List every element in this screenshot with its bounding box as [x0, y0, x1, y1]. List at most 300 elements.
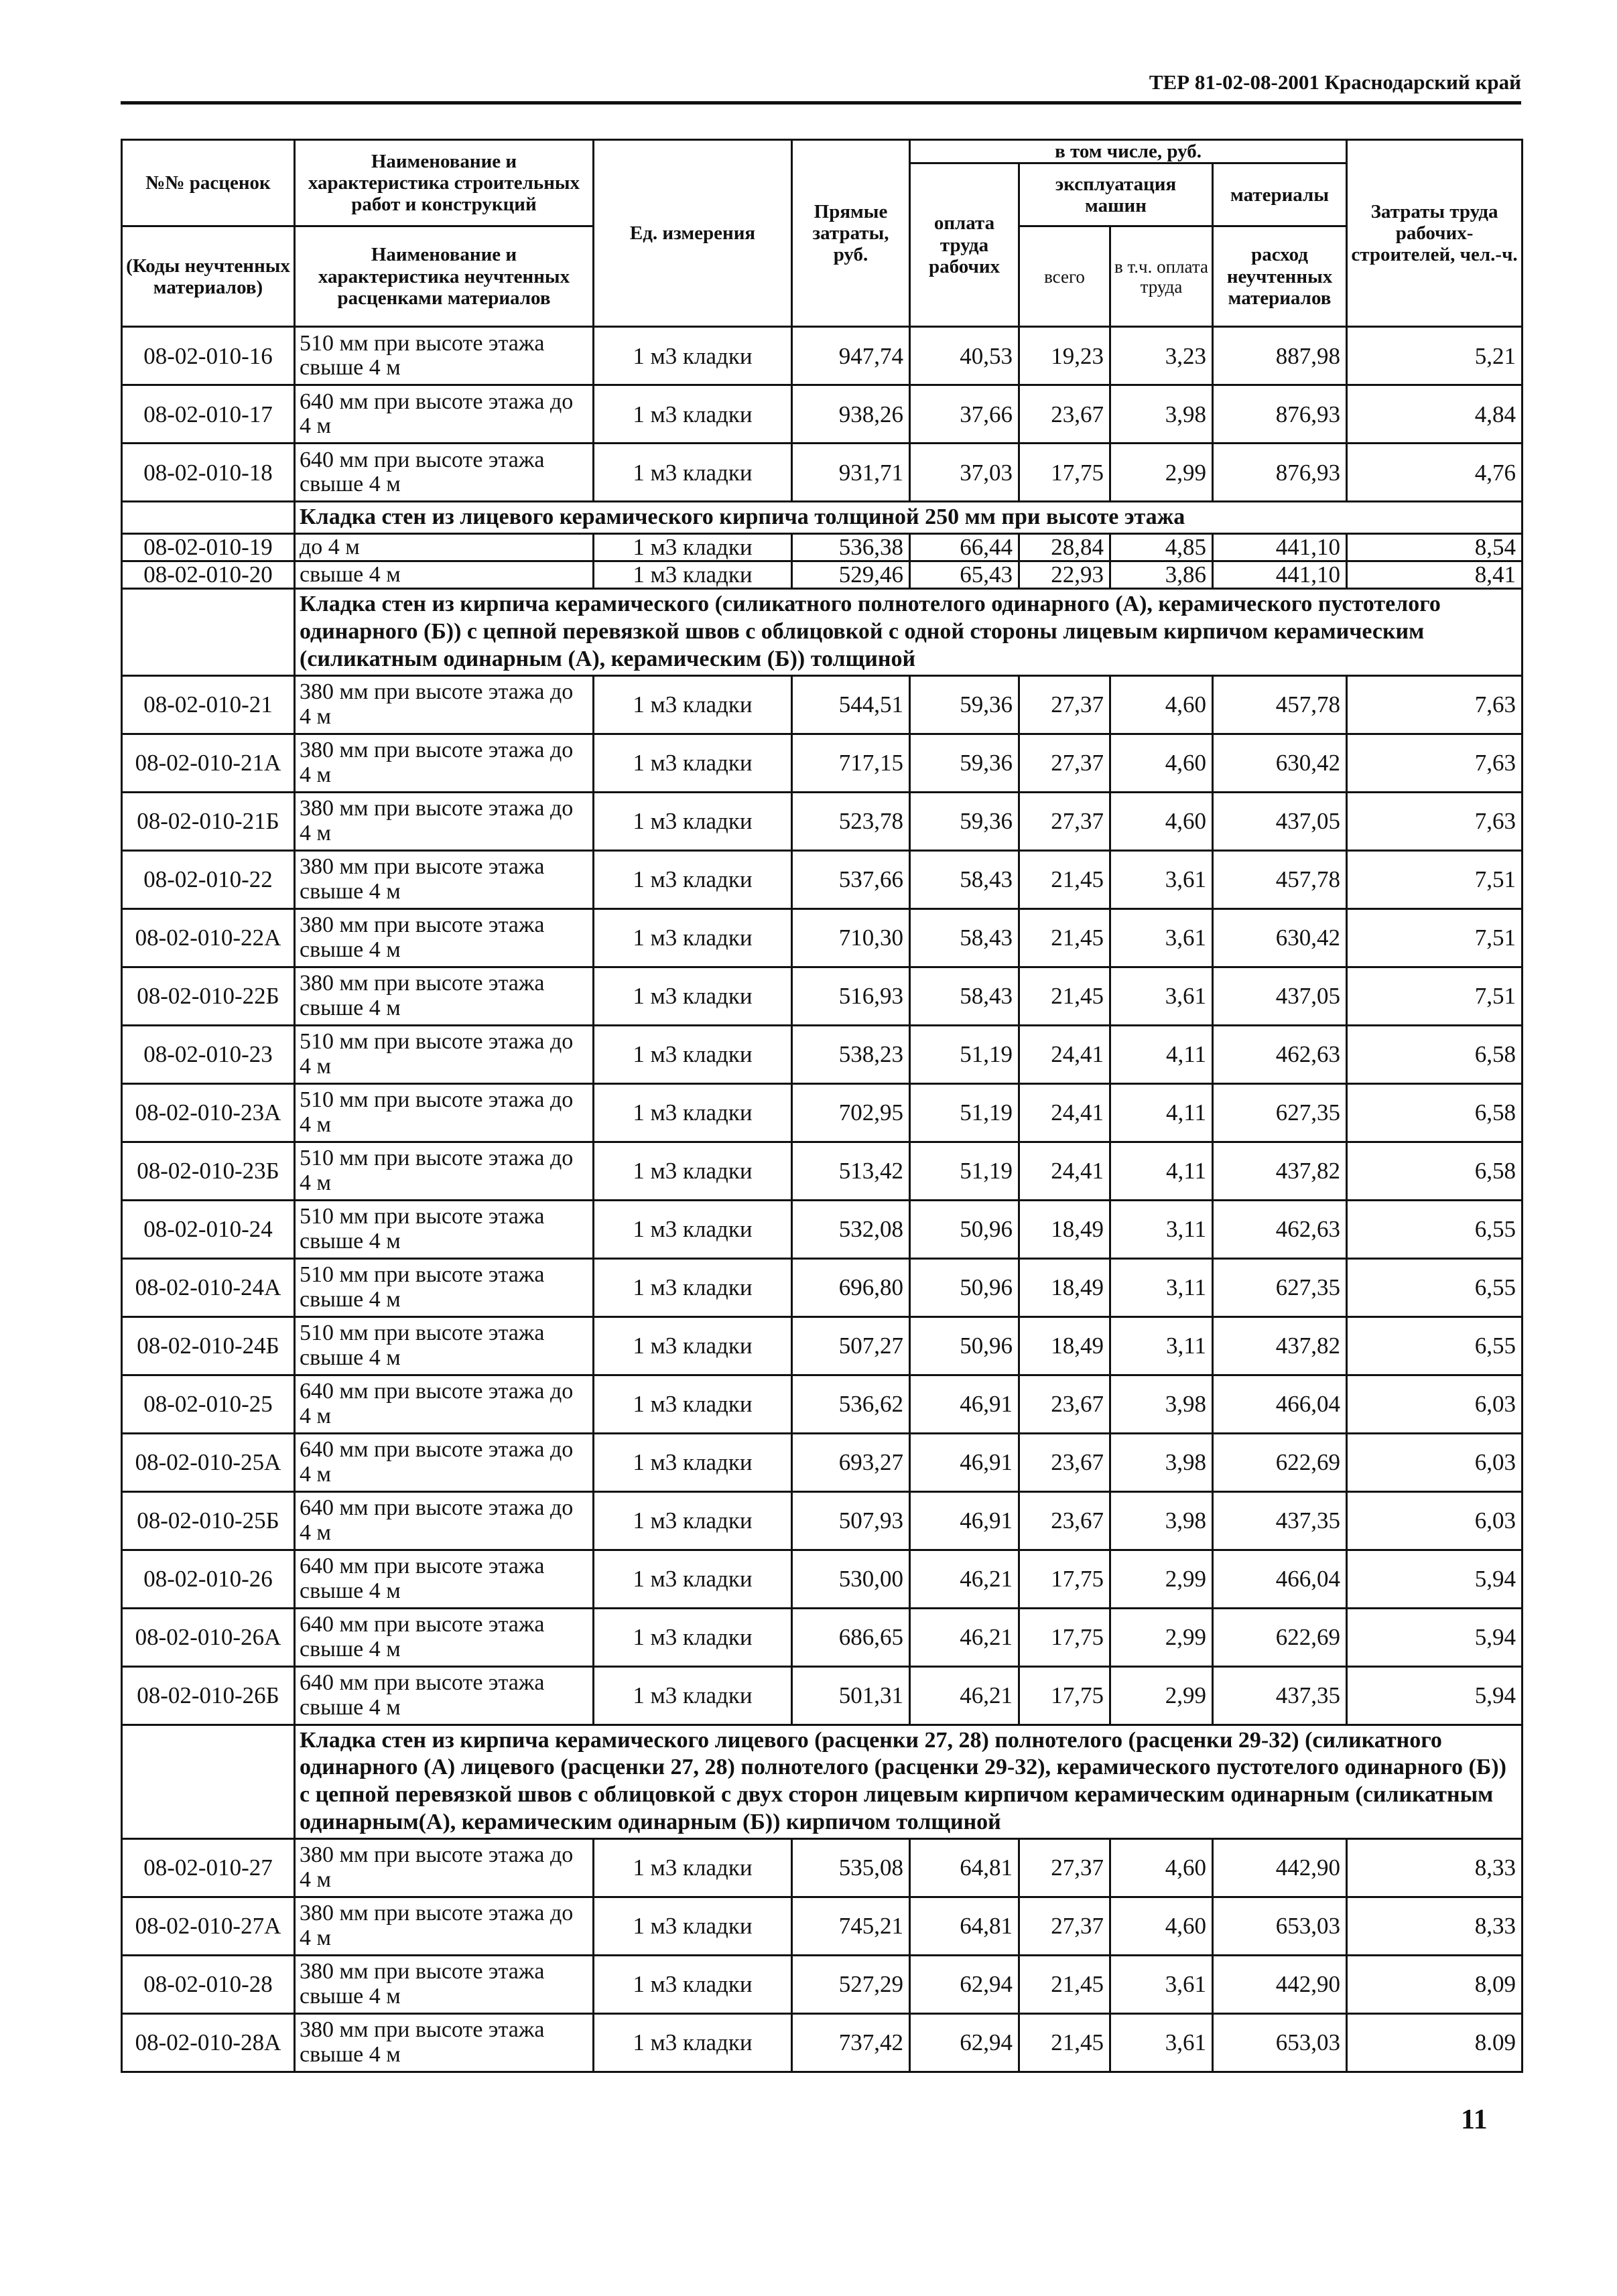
machine-cost: 18,49 [1019, 1200, 1110, 1258]
table-row [122, 1025, 1523, 1083]
unit-cell: 1 м3 кладки [594, 327, 792, 385]
labor-cost: 6,03 [1347, 1375, 1523, 1433]
direct-cost: 737,42 [792, 2013, 910, 2072]
direct-cost: 507,93 [792, 1491, 910, 1550]
work-name: 380 мм при высоте этажа до 4 м [295, 1897, 594, 1955]
machine-cost: 19,23 [1019, 327, 1110, 385]
col-mach-total-header: всего [1019, 226, 1110, 327]
labor-cost: 6,55 [1347, 1258, 1523, 1316]
section-title: Кладка стен из лицевого керамического кирпича толщиной 250 мм при высоте этажа [295, 502, 1523, 534]
materials-cost: 876,93 [1213, 385, 1347, 444]
rate-code: 08-02-010-22Б [122, 967, 295, 1025]
machine-wage-cost: 3,98 [1110, 1375, 1213, 1433]
table-row [122, 561, 1523, 589]
table-row [122, 1838, 1523, 1897]
materials-cost: 437,05 [1213, 792, 1347, 850]
wage-cost: 46,91 [910, 1375, 1019, 1433]
table-row [122, 734, 1523, 792]
wage-cost: 37,66 [910, 385, 1019, 444]
rate-code: 08-02-010-24А [122, 1258, 295, 1316]
table-row [122, 1608, 1523, 1666]
wage-cost: 37,03 [910, 444, 1019, 502]
work-name: 640 мм при высоте этажа свыше 4 м [295, 1550, 594, 1608]
machine-wage-cost: 3,98 [1110, 385, 1213, 444]
rate-code: 08-02-010-21Б [122, 792, 295, 850]
wage-cost: 65,43 [910, 561, 1019, 589]
materials-cost: 442,90 [1213, 1838, 1347, 1897]
header-title: ТЕР 81-02-08-2001 Краснодарский край [1149, 70, 1521, 94]
materials-cost: 457,78 [1213, 675, 1347, 734]
table-row [122, 327, 1523, 385]
machine-cost: 23,67 [1019, 1433, 1110, 1491]
materials-cost: 466,04 [1213, 1550, 1347, 1608]
wage-cost: 46,21 [910, 1608, 1019, 1666]
col-unit-header: Ед. измерения [594, 140, 792, 327]
machine-cost: 23,67 [1019, 1375, 1110, 1433]
work-name: до 4 м [295, 534, 594, 561]
direct-cost: 501,31 [792, 1666, 910, 1725]
unit-cell: 1 м3 кладки [594, 1142, 792, 1200]
labor-cost: 8,33 [1347, 1897, 1523, 1955]
wage-cost: 50,96 [910, 1258, 1019, 1316]
direct-cost: 516,93 [792, 967, 910, 1025]
rate-code: 08-02-010-19 [122, 534, 295, 561]
direct-cost: 947,74 [792, 327, 910, 385]
labor-cost: 7,51 [1347, 908, 1523, 967]
materials-cost: 457,78 [1213, 850, 1347, 908]
labor-cost: 6,55 [1347, 1200, 1523, 1258]
section-code-cell [122, 589, 295, 675]
work-name: 380 мм при высоте этажа свыше 4 м [295, 2013, 594, 2072]
work-name: 380 мм при высоте этажа свыше 4 м [295, 967, 594, 1025]
direct-cost: 536,38 [792, 534, 910, 561]
machine-wage-cost: 3,98 [1110, 1433, 1213, 1491]
labor-cost: 7,51 [1347, 850, 1523, 908]
materials-cost: 442,90 [1213, 1955, 1347, 2013]
materials-cost: 887,98 [1213, 327, 1347, 385]
rate-code: 08-02-010-26А [122, 1608, 295, 1666]
machine-cost: 21,45 [1019, 967, 1110, 1025]
materials-header: материалы [1213, 163, 1347, 226]
rate-code: 08-02-010-16 [122, 327, 295, 385]
table-row [122, 1666, 1523, 1725]
machine-wage-cost: 2,99 [1110, 1550, 1213, 1608]
machine-wage-cost: 4,60 [1110, 1897, 1213, 1955]
work-name: 380 мм при высоте этажа до 4 м [295, 734, 594, 792]
col-name-header: Наименование и характеристика строительных работ и конструкций [295, 140, 594, 226]
unit-cell: 1 м3 кладки [594, 1200, 792, 1258]
materials-cost: 437,35 [1213, 1491, 1347, 1550]
materials-cost: 622,69 [1213, 1608, 1347, 1666]
unit-cell: 1 м3 кладки [594, 1608, 792, 1666]
wage-cost: 58,43 [910, 967, 1019, 1025]
direct-cost: 544,51 [792, 675, 910, 734]
labor-cost: 8.09 [1347, 2013, 1523, 2072]
machine-wage-cost: 2,99 [1110, 1608, 1213, 1666]
direct-cost: 931,71 [792, 444, 910, 502]
materials-cost: 437,05 [1213, 967, 1347, 1025]
machine-cost: 18,49 [1019, 1316, 1110, 1375]
work-name: 510 мм при высоте этажа свыше 4 м [295, 1200, 594, 1258]
unit-cell: 1 м3 кладки [594, 1491, 792, 1550]
direct-cost: 535,08 [792, 1838, 910, 1897]
labor-cost: 4,76 [1347, 444, 1523, 502]
unit-cell: 1 м3 кладки [594, 385, 792, 444]
col-mat-unacc-header: расход неучтенных материалов [1213, 226, 1347, 327]
section-code-cell [122, 1725, 295, 1838]
unit-cell: 1 м3 кладки [594, 1316, 792, 1375]
machine-cost: 24,41 [1019, 1142, 1110, 1200]
rate-code: 08-02-010-24 [122, 1200, 295, 1258]
wage-cost: 46,91 [910, 1433, 1019, 1491]
machine-cost: 18,49 [1019, 1258, 1110, 1316]
rate-code: 08-02-010-24Б [122, 1316, 295, 1375]
work-name: 510 мм при высоте этажа свыше 4 м [295, 327, 594, 385]
materials-cost: 441,10 [1213, 534, 1347, 561]
machine-wage-cost: 4,60 [1110, 734, 1213, 792]
direct-cost: 513,42 [792, 1142, 910, 1200]
machine-cost: 22,93 [1019, 561, 1110, 589]
machine-cost: 23,67 [1019, 385, 1110, 444]
machine-cost: 27,37 [1019, 675, 1110, 734]
direct-cost: 532,08 [792, 1200, 910, 1258]
unit-cell: 1 м3 кладки [594, 967, 792, 1025]
materials-cost: 441,10 [1213, 561, 1347, 589]
table-row [122, 2013, 1523, 2072]
machines-header: эксплуатация машин [1019, 163, 1213, 226]
work-name: 510 мм при высоте этажа до 4 м [295, 1025, 594, 1083]
section-code-cell [122, 502, 295, 534]
machine-wage-cost: 4,60 [1110, 792, 1213, 850]
machine-cost: 27,37 [1019, 792, 1110, 850]
materials-cost: 653,03 [1213, 2013, 1347, 2072]
wage-cost: 51,19 [910, 1025, 1019, 1083]
table-row [122, 1433, 1523, 1491]
section-title: Кладка стен из кирпича керамического лицевого (расценки 27, 28) полнотелого (расценки 29-32) (силикатного одинарного (А) лицевого (расценки 27, 28) полнотелого (расценки 29-32), керамического пустотелого одинарного (Б)) с цепной перевязкой швов с облицовкой с двух сторон лицевым кирпичом керамическим одинарным (силикатным одинарным(А), керамическим одинарным (Б)) кирпичом толщиной [295, 1725, 1523, 1838]
wage-cost: 66,44 [910, 534, 1019, 561]
unit-cell: 1 м3 кладки [594, 444, 792, 502]
labor-cost: 7,51 [1347, 967, 1523, 1025]
table-row [122, 385, 1523, 444]
work-name: 640 мм при высоте этажа до 4 м [295, 1375, 594, 1433]
materials-cost: 627,35 [1213, 1258, 1347, 1316]
wage-cost: 51,19 [910, 1083, 1019, 1142]
machine-wage-cost: 4,60 [1110, 1838, 1213, 1897]
machine-cost: 21,45 [1019, 908, 1110, 967]
materials-cost: 437,35 [1213, 1666, 1347, 1725]
materials-cost: 466,04 [1213, 1375, 1347, 1433]
rate-code: 08-02-010-22А [122, 908, 295, 967]
wage-cost: 62,94 [910, 2013, 1019, 2072]
table-row [122, 675, 1523, 734]
table-row [122, 1491, 1523, 1550]
machine-wage-cost: 3,86 [1110, 561, 1213, 589]
machine-wage-cost: 3,11 [1110, 1258, 1213, 1316]
work-name: свыше 4 м [295, 561, 594, 589]
machine-wage-cost: 2,99 [1110, 444, 1213, 502]
rate-code: 08-02-010-27А [122, 1897, 295, 1955]
col-labor-header: Затраты труда рабочих-строителей, чел.-ч. [1347, 140, 1523, 327]
direct-cost: 710,30 [792, 908, 910, 967]
work-name: 380 мм при высоте этажа до 4 м [295, 1838, 594, 1897]
machine-cost: 24,41 [1019, 1025, 1110, 1083]
work-name: 640 мм при высоте этажа свыше 4 м [295, 1666, 594, 1725]
machine-wage-cost: 3,98 [1110, 1491, 1213, 1550]
direct-cost: 507,27 [792, 1316, 910, 1375]
machine-wage-cost: 3,61 [1110, 1955, 1213, 2013]
rate-code: 08-02-010-27 [122, 1838, 295, 1897]
wage-cost: 62,94 [910, 1955, 1019, 2013]
materials-cost: 627,35 [1213, 1083, 1347, 1142]
rate-code: 08-02-010-25А [122, 1433, 295, 1491]
table-row [122, 850, 1523, 908]
direct-cost: 523,78 [792, 792, 910, 850]
machine-wage-cost: 3,61 [1110, 967, 1213, 1025]
wage-cost: 51,19 [910, 1142, 1019, 1200]
wage-cost: 46,91 [910, 1491, 1019, 1550]
table-body [122, 327, 1523, 2072]
rate-code: 08-02-010-25Б [122, 1491, 295, 1550]
work-name: 380 мм при высоте этажа свыше 4 м [295, 908, 594, 967]
unit-cell: 1 м3 кладки [594, 675, 792, 734]
work-name: 640 мм при высоте этажа до 4 м [295, 1491, 594, 1550]
table-row [122, 534, 1523, 561]
rate-code: 08-02-010-22 [122, 850, 295, 908]
machine-wage-cost: 4,60 [1110, 675, 1213, 734]
labor-cost: 6,03 [1347, 1433, 1523, 1491]
labor-cost: 8,09 [1347, 1955, 1523, 2013]
rate-code: 08-02-010-28 [122, 1955, 295, 2013]
header-rule [121, 101, 1521, 105]
machine-wage-cost: 3,61 [1110, 2013, 1213, 2072]
unit-cell: 1 м3 кладки [594, 1955, 792, 2013]
direct-cost: 696,80 [792, 1258, 910, 1316]
materials-cost: 630,42 [1213, 734, 1347, 792]
work-name: 640 мм при высоте этажа свыше 4 м [295, 444, 594, 502]
labor-cost: 8,54 [1347, 534, 1523, 561]
machine-cost: 27,37 [1019, 734, 1110, 792]
work-name: 510 мм при высоте этажа свыше 4 м [295, 1258, 594, 1316]
direct-cost: 702,95 [792, 1083, 910, 1142]
labor-cost: 4,84 [1347, 385, 1523, 444]
materials-cost: 653,03 [1213, 1897, 1347, 1955]
direct-cost: 538,23 [792, 1025, 910, 1083]
section-row [122, 502, 1523, 534]
table-row [122, 444, 1523, 502]
work-name: 380 мм при высоте этажа свыше 4 м [295, 850, 594, 908]
work-name: 380 мм при высоте этажа до 4 м [295, 675, 594, 734]
direct-cost: 717,15 [792, 734, 910, 792]
incl-header: в том числе, руб. [910, 140, 1347, 163]
rate-code: 08-02-010-18 [122, 444, 295, 502]
direct-cost: 693,27 [792, 1433, 910, 1491]
wage-cost: 50,96 [910, 1200, 1019, 1258]
unit-cell: 1 м3 кладки [594, 534, 792, 561]
wage-cost: 40,53 [910, 327, 1019, 385]
unit-cell: 1 м3 кладки [594, 1258, 792, 1316]
work-name: 640 мм при высоте этажа свыше 4 м [295, 1608, 594, 1666]
table-row [122, 967, 1523, 1025]
machine-cost: 17,75 [1019, 1666, 1110, 1725]
materials-cost: 622,69 [1213, 1433, 1347, 1491]
machine-wage-cost: 4,11 [1110, 1025, 1213, 1083]
col-wage-header: оплата труда рабочих [910, 163, 1019, 327]
machine-wage-cost: 3,61 [1110, 850, 1213, 908]
materials-cost: 876,93 [1213, 444, 1347, 502]
page-number: 11 [1461, 2104, 1488, 2135]
wage-cost: 50,96 [910, 1316, 1019, 1375]
table-row [122, 1550, 1523, 1608]
labor-cost: 5,21 [1347, 327, 1523, 385]
rate-code: 08-02-010-21 [122, 675, 295, 734]
col-mach-wage-header: в т.ч. оплата труда [1110, 226, 1213, 327]
unit-cell: 1 м3 кладки [594, 1897, 792, 1955]
labor-cost: 6,03 [1347, 1491, 1523, 1550]
machine-wage-cost: 3,11 [1110, 1200, 1213, 1258]
direct-cost: 527,29 [792, 1955, 910, 2013]
work-name: 510 мм при высоте этажа свыше 4 м [295, 1316, 594, 1375]
wage-cost: 59,36 [910, 792, 1019, 850]
unit-cell: 1 м3 кладки [594, 1083, 792, 1142]
unit-cell: 1 м3 кладки [594, 2013, 792, 2072]
machine-wage-cost: 2,99 [1110, 1666, 1213, 1725]
direct-cost: 530,00 [792, 1550, 910, 1608]
work-name: 510 мм при высоте этажа до 4 м [295, 1083, 594, 1142]
machine-cost: 17,75 [1019, 1550, 1110, 1608]
labor-cost: 7,63 [1347, 734, 1523, 792]
materials-cost: 462,63 [1213, 1200, 1347, 1258]
unit-cell: 1 м3 кладки [594, 1550, 792, 1608]
unit-cell: 1 м3 кладки [594, 561, 792, 589]
materials-cost: 630,42 [1213, 908, 1347, 967]
machine-wage-cost: 4,85 [1110, 534, 1213, 561]
unit-cell: 1 м3 кладки [594, 850, 792, 908]
direct-cost: 537,66 [792, 850, 910, 908]
unit-cell: 1 м3 кладки [594, 1375, 792, 1433]
materials-cost: 437,82 [1213, 1316, 1347, 1375]
table-row [122, 1375, 1523, 1433]
machine-cost: 21,45 [1019, 850, 1110, 908]
col-code-header: №№ расценок [122, 140, 295, 226]
wage-cost: 64,81 [910, 1897, 1019, 1955]
rate-code: 08-02-010-20 [122, 561, 295, 589]
direct-cost: 686,65 [792, 1608, 910, 1666]
rate-code: 08-02-010-23А [122, 1083, 295, 1142]
machine-cost: 28,84 [1019, 534, 1110, 561]
direct-cost: 938,26 [792, 385, 910, 444]
machine-cost: 21,45 [1019, 2013, 1110, 2072]
machine-cost: 27,37 [1019, 1838, 1110, 1897]
col-code-subheader: (Коды неучтенных материалов) [122, 226, 295, 327]
machine-cost: 24,41 [1019, 1083, 1110, 1142]
labor-cost: 5,94 [1347, 1608, 1523, 1666]
machine-cost: 17,75 [1019, 444, 1110, 502]
table-row [122, 1316, 1523, 1375]
table-row [122, 1955, 1523, 2013]
machine-wage-cost: 3,23 [1110, 327, 1213, 385]
wage-cost: 46,21 [910, 1666, 1019, 1725]
rate-code: 08-02-010-28А [122, 2013, 295, 2072]
unit-cell: 1 м3 кладки [594, 1433, 792, 1491]
wage-cost: 59,36 [910, 675, 1019, 734]
labor-cost: 8,33 [1347, 1838, 1523, 1897]
table-row [122, 1142, 1523, 1200]
labor-cost: 6,58 [1347, 1083, 1523, 1142]
work-name: 380 мм при высоте этажа свыше 4 м [295, 1955, 594, 2013]
machine-wage-cost: 3,11 [1110, 1316, 1213, 1375]
labor-cost: 7,63 [1347, 675, 1523, 734]
section-row [122, 1725, 1523, 1838]
page-header [121, 70, 1521, 97]
rate-code: 08-02-010-26 [122, 1550, 295, 1608]
work-name: 380 мм при высоте этажа до 4 м [295, 792, 594, 850]
machine-cost: 23,67 [1019, 1491, 1110, 1550]
rate-code: 08-02-010-17 [122, 385, 295, 444]
machine-wage-cost: 3,61 [1110, 908, 1213, 967]
wage-cost: 59,36 [910, 734, 1019, 792]
work-name: 640 мм при высоте этажа до 4 м [295, 1433, 594, 1491]
materials-cost: 462,63 [1213, 1025, 1347, 1083]
labor-cost: 5,94 [1347, 1550, 1523, 1608]
wage-cost: 46,21 [910, 1550, 1019, 1608]
wage-cost: 64,81 [910, 1838, 1019, 1897]
labor-cost: 8,41 [1347, 561, 1523, 589]
unit-cell: 1 м3 кладки [594, 734, 792, 792]
table-row [122, 1200, 1523, 1258]
wage-cost: 58,43 [910, 850, 1019, 908]
rate-code: 08-02-010-26Б [122, 1666, 295, 1725]
unit-cell: 1 м3 кладки [594, 1838, 792, 1897]
labor-cost: 6,55 [1347, 1316, 1523, 1375]
materials-cost: 437,82 [1213, 1142, 1347, 1200]
unit-cell: 1 м3 кладки [594, 1025, 792, 1083]
labor-cost: 6,58 [1347, 1142, 1523, 1200]
labor-cost: 5,94 [1347, 1666, 1523, 1725]
machine-wage-cost: 4,11 [1110, 1142, 1213, 1200]
machine-cost: 21,45 [1019, 1955, 1110, 2013]
unit-cell: 1 м3 кладки [594, 908, 792, 967]
machine-wage-cost: 4,11 [1110, 1083, 1213, 1142]
direct-cost: 536,62 [792, 1375, 910, 1433]
wage-cost: 58,43 [910, 908, 1019, 967]
work-name: 510 мм при высоте этажа до 4 м [295, 1142, 594, 1200]
table-row [122, 1897, 1523, 1955]
labor-cost: 6,58 [1347, 1025, 1523, 1083]
labor-cost: 7,63 [1347, 792, 1523, 850]
rate-code: 08-02-010-25 [122, 1375, 295, 1433]
col-direct-header: Прямые затраты, руб. [792, 140, 910, 327]
table-row [122, 1258, 1523, 1316]
table-row [122, 908, 1523, 967]
table-row [122, 792, 1523, 850]
col-name-subheader: Наименование и характеристика неучтенных расценками материалов [295, 226, 594, 327]
section-row [122, 589, 1523, 675]
work-name: 640 мм при высоте этажа до 4 м [295, 385, 594, 444]
table-row [122, 1083, 1523, 1142]
rate-code: 08-02-010-23 [122, 1025, 295, 1083]
rate-code: 08-02-010-21А [122, 734, 295, 792]
machine-cost: 27,37 [1019, 1897, 1110, 1955]
unit-cell: 1 м3 кладки [594, 792, 792, 850]
direct-cost: 529,46 [792, 561, 910, 589]
rate-code: 08-02-010-23Б [122, 1142, 295, 1200]
section-title: Кладка стен из кирпича керамического (силикатного полнотелого одинарного (А), керамического пустотелого одинарного (Б)) с цепной перевязкой швов с облицовкой с одной стороны лицевым кирпичом керамическим (силикатным одинарным (А), керамическим (Б)) толщиной [295, 589, 1523, 675]
table-header [122, 140, 1523, 327]
machine-cost: 17,75 [1019, 1608, 1110, 1666]
rates-table [121, 139, 1523, 2073]
unit-cell: 1 м3 кладки [594, 1666, 792, 1725]
direct-cost: 745,21 [792, 1897, 910, 1955]
